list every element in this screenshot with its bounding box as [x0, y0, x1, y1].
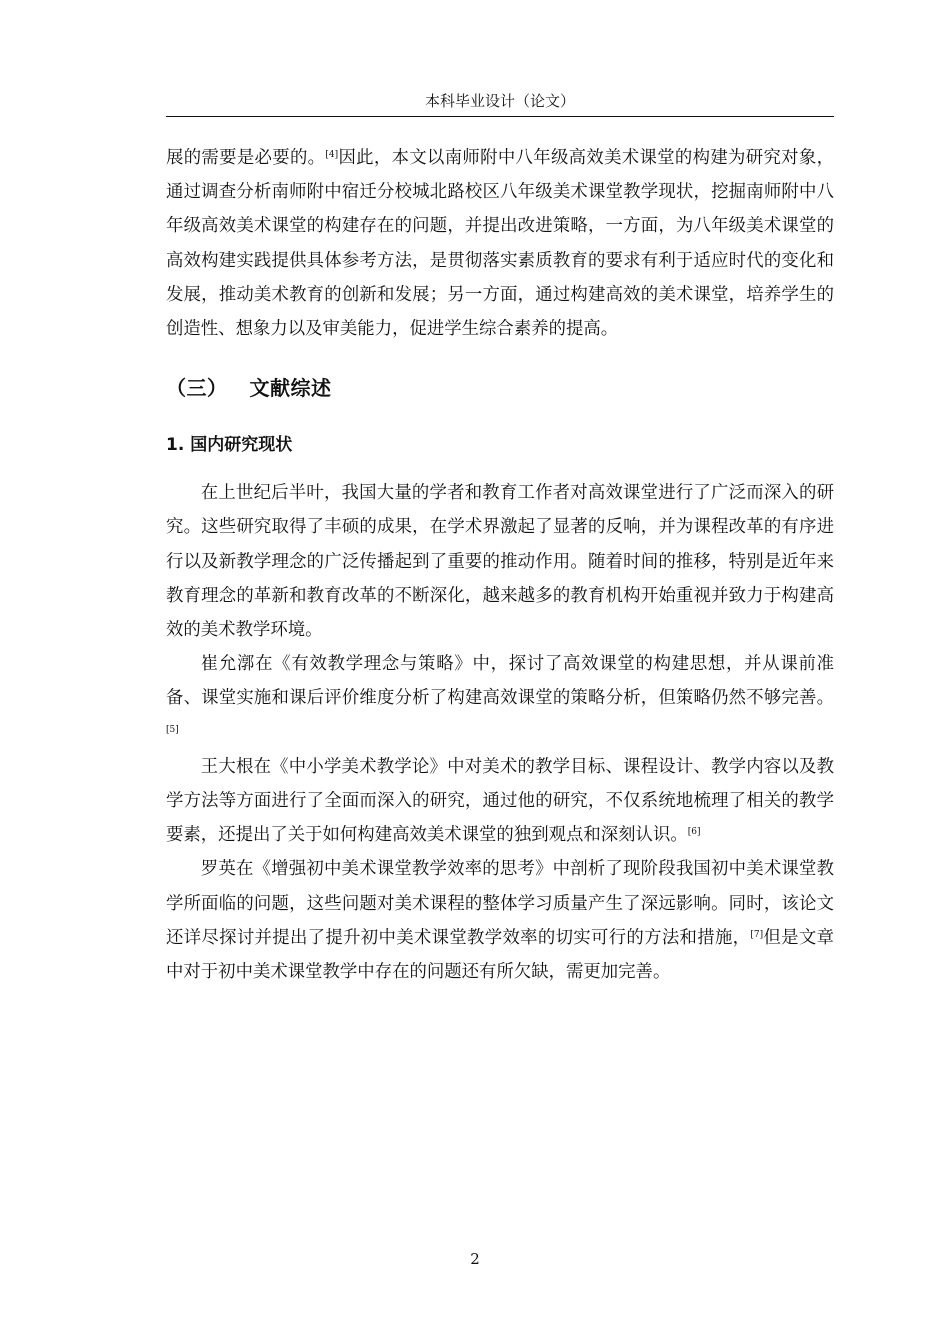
intro-paragraph: [166, 141, 834, 346]
citation-6[interactable]: [6]: [687, 827, 701, 838]
paragraph-4-rest: 但是文章中对于初中美术课堂教学中存在的问题还有所欠缺，需更加完善。: [166, 927, 834, 983]
subsection-heading: 1. 国内研究现状: [166, 435, 293, 456]
page-header: 本科毕业设计（论文）: [424, 92, 575, 110]
page-content: [166, 141, 834, 989]
paragraph-4-lead: 罗英在《增强初中美术课堂教学效率的思考》中剖析了现阶段我国初中美术课堂教学所面临的问题，这些问题对美术课程的整体学习质量产生了深远影响。同时，该论文还详尽探讨并提出了提升初中美术课堂教学效率的切实可行的方法和措施，: [166, 859, 834, 948]
section-heading: [166, 374, 834, 402]
citation-7[interactable]: [7]: [750, 929, 764, 940]
body-paragraph-2: [166, 647, 834, 750]
paragraph-2-text: 崔允漷在《有效教学理念与策略》中，探讨了高效课堂的构建思想，并从课前准备、课堂实施和课后评价维度分析了构建高效课堂的策略分析，但策略仍然不够完善。: [166, 654, 834, 709]
intro-rest: 因此，本文以南师附中八年级高效美术课堂的构建为研究对象，通过调查分析南师附中宿迁分校城北路校区八年级美术课堂教学现状，挖掘南师附中八年级高效美术课堂的构建存在的问题，并提出改进策略，一方面，为八年级美术课堂的高效构建实践提供具体参考方法，是贯彻落实素质教育的要求有利于适应时代的变化和发展，推动美术教育的创新和发展；另一方面，通过构建高效的美术课堂，培养学生的创造性、想象力以及审美能力，促进学生综合素养的提高。: [166, 148, 834, 340]
body-paragraph-1: 在上世纪后半叶，我国大量的学者和教育工作者对高效课堂进行了广泛而深入的研究。这些研究取得了丰硕的成果，在学术界激起了显著的反响，并为课程改革的有序进行以及新教学理念的广泛传播起到了重要的推动作用。随着时间的推移，特别是近年来教育理念的革新和教育改革的不断深化，越来越多的教育机构开始重视并致力于构建高效的美术教学环境。: [166, 483, 834, 641]
body-paragraph-3: [166, 750, 834, 853]
citation-4[interactable]: [4]: [325, 150, 339, 160]
paragraph-3-text: 王大根在《中小学美术教学论》中对美术的教学目标、课程设计、教学内容以及教学方法等方面进行了全面而深入的研究，通过他的研究，不仅系统地梳理了相关的教学要素，还提出了关于如何构建高效美术课堂的独到观点和深刻认识。: [166, 756, 834, 846]
citation-5[interactable]: [5]: [166, 724, 179, 735]
body-paragraph-4: [166, 852, 834, 989]
header-divider: [166, 116, 834, 117]
section-number: （三）: [166, 376, 228, 401]
page-number: 2: [470, 1250, 480, 1268]
intro-lead: 展的需要是必要的。: [166, 148, 326, 168]
section-title: 文献综述: [249, 376, 332, 401]
